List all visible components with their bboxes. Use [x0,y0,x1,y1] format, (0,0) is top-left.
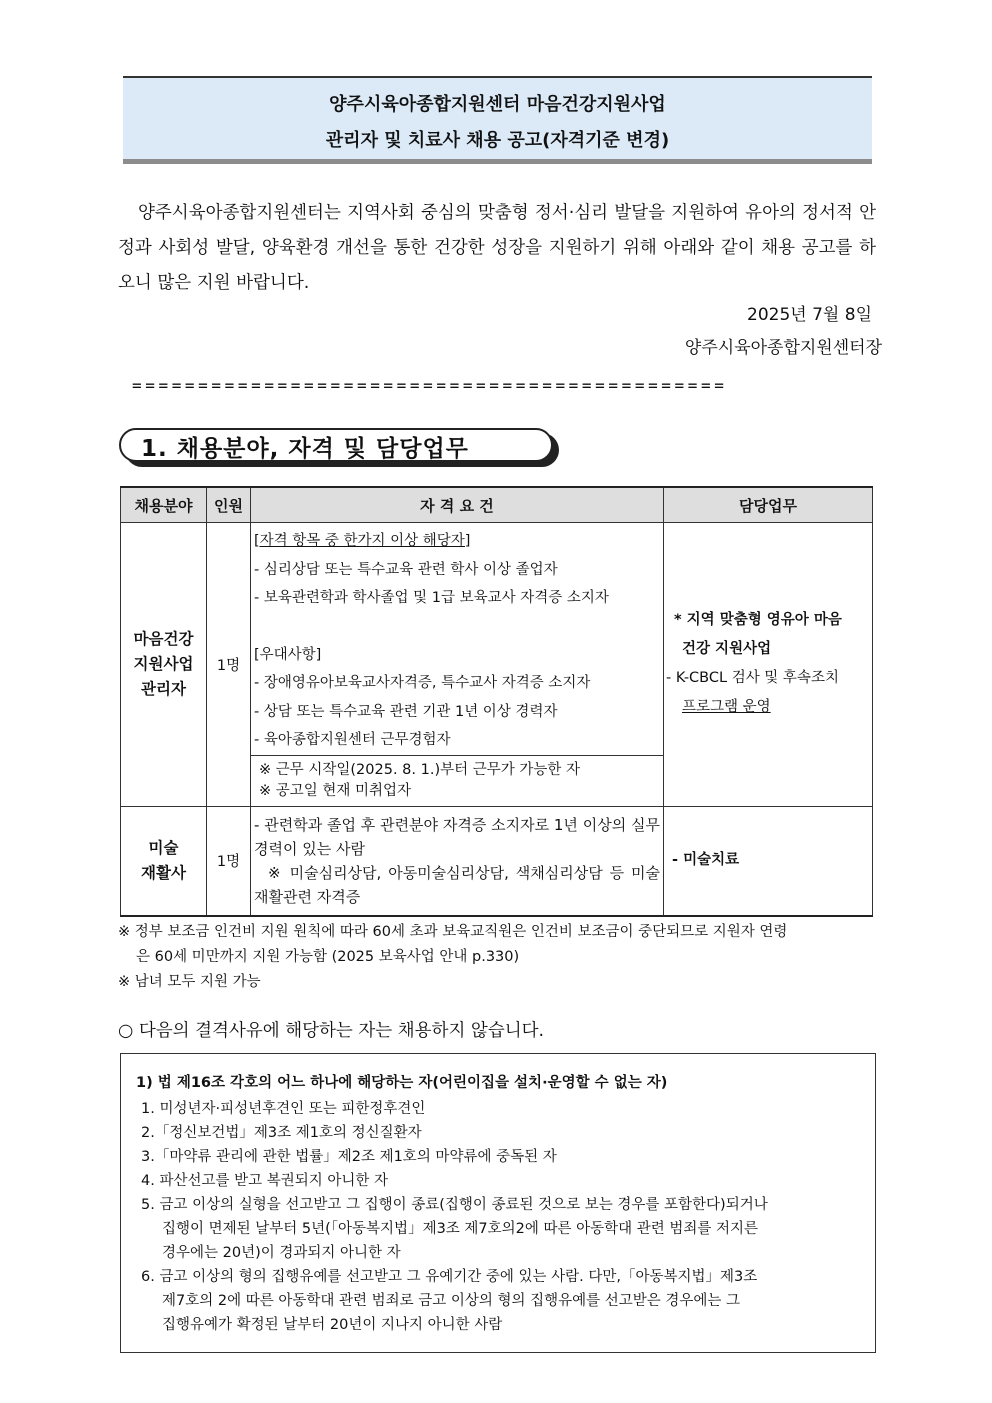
qualification-item: - 관련학과 졸업 후 관련분야 자격증 소지자로 1년 이상의 실무경력이 있는 사람 [254,815,660,858]
row1-field-line: 마음건강 [133,629,194,648]
duty-item: - K-CBCL 검사 및 후속조치 [666,670,839,687]
row1-field [121,523,207,807]
intro-paragraph [118,196,876,301]
disqualification-box [120,1053,876,1353]
title-box [123,76,872,164]
recruitment-table [120,486,873,917]
organization-name: 양주시육아종합지원센터장 [684,338,882,358]
row2-field-line: 미술 [148,838,179,857]
header-qualification: 자 격 요 건 [251,487,664,523]
divider-line: ============================================= [132,376,728,395]
row1-notes [251,755,664,806]
footnote-1: ※ 정부 보조금 인건비 지원 원칙에 따라 60세 초과 보육교직원은 인건비 보조금이 중단되므로 지원자 연령 [118,924,788,940]
row1-qualifications [251,523,664,756]
footnotes [118,920,876,995]
disqualification-item-cont: 집행이 면제된 날부터 5년(「아동복지법」제3조 제7호의2에 따른 아동학대 관련 범죄를 저지른 [162,1221,759,1237]
section-1-title: 1. 채용분야, 자격 및 담당업무 [141,436,469,462]
disqualification-item-cont: 경우에는 20년)이 경과되지 아니한 자 [162,1245,401,1261]
table-row [121,523,873,756]
duty-star-line: * 지역 맞춤형 영유아 마음 [674,612,842,629]
row1-duty [664,523,873,807]
header-field: 채용분야 [121,487,207,523]
table-row [121,806,873,916]
row2-duty: - 미술치료 [664,806,873,916]
footnote-2: ※ 남녀 모두 지원 가능 [118,974,261,990]
disqualification-item-cont: 제7호의 2에 따른 아동학대 관련 범죄로 금고 이상의 형의 집행유예를 선고받은 경우에는 그 [162,1293,741,1309]
disqualification-item: 4. 파산선고를 받고 복권되지 아니한 자 [141,1173,388,1189]
note-item: ※ 공고일 현재 미취업자 [259,782,412,799]
duty-item: 프로그램 운영 [682,699,771,716]
preferred-item: - 육아종합지원센터 근무경험자 [254,732,451,748]
header-count: 인원 [207,487,251,523]
row1-field-line: 지원사업 [133,654,194,673]
page-title-line-1: 양주시육아종합지원센터 마음건강지원사업 [329,94,666,115]
intro-text: 양주시육아종합지원센터는 지역사회 중심의 맞춤형 정서·심리 발달을 지원하여 유아의 정서적 안정과 사회성 발달, 양육환경 개선을 통한 건강한 성장을 지원하기 위해 아래와 같이 채용 공고를 하오니 많은 지원 바랍니다. [118,203,876,293]
table-header-row [121,487,873,523]
row1-count: 1명 [207,523,251,807]
preferred-heading: [우대사항] [254,646,322,663]
disqualification-item: 3.「마약류 관리에 관한 법률」제2조 제1호의 마약류에 중독된 자 [141,1149,557,1165]
section-1-heading [119,428,559,468]
page-title-line-2: 관리자 및 치료사 채용 공고(자격기준 변경) [325,130,670,151]
disqualification-item: 5. 금고 이상의 실형을 선고받고 그 집행이 종료(집행이 종료된 것으로 보는 경우를 포함한다)되거나 [141,1197,768,1213]
preferred-item: - 상담 또는 특수교육 관련 기관 1년 이상 경력자 [254,703,558,720]
qualification-item: - 심리상담 또는 특수교육 관련 학사 이상 졸업자 [254,561,558,578]
duty-star-line: 건강 지원사업 [682,641,772,658]
note-item: ※ 근무 시작일(2025. 8. 1.)부터 근무가 가능한 자 [259,761,581,778]
row2-field [121,806,207,916]
header-duty: 담당업무 [664,487,873,523]
preferred-item: - 장애영유아보육교사자격증, 특수교사 자격증 소지자 [254,675,591,691]
row1-field-line: 관리자 [141,679,186,698]
disqualification-item: 1. 미성년자·피성년후견인 또는 피한정후견인 [141,1101,426,1117]
qualification-item: - 보육관련학과 학사졸업 및 1급 보육교사 자격증 소지자 [254,590,609,606]
disqualification-intro: ○ 다음의 결격사유에 해당하는 자는 채용하지 않습니다. [118,1021,545,1041]
disqualification-item-cont: 집행유예가 확정된 날부터 20년이 지나지 아니한 사람 [162,1317,503,1333]
announcement-date: 2025년 7월 8일 [747,305,872,325]
qualification-heading: [자격 항목 중 한가지 이상 해당자] [254,533,471,549]
disqualification-item: 2.「정신보건법」제3조 제1호의 정신질환자 [141,1125,422,1141]
footnote-1-cont: 은 60세 미만까지 지원 가능함 (2025 보육사업 안내 p.330) [136,949,520,965]
row2-field-line: 재활사 [141,863,186,882]
row2-qualifications [251,806,664,916]
disqualification-heading: 1) 법 제16조 각호의 어느 하나에 해당하는 자(어린이집을 설치·운영할 수 없는 자) [136,1075,668,1091]
row2-count: 1명 [207,806,251,916]
disqualification-item: 6. 금고 이상의 형의 집행유예를 선고받고 그 유예기간 중에 있는 사람. 다만,「아동복지법」제3조 [141,1269,758,1285]
qualification-item: ※ 미술심리상담, 아동미술심리상담, 색채심리상담 등 미술재활관련 자격증 [254,863,660,906]
